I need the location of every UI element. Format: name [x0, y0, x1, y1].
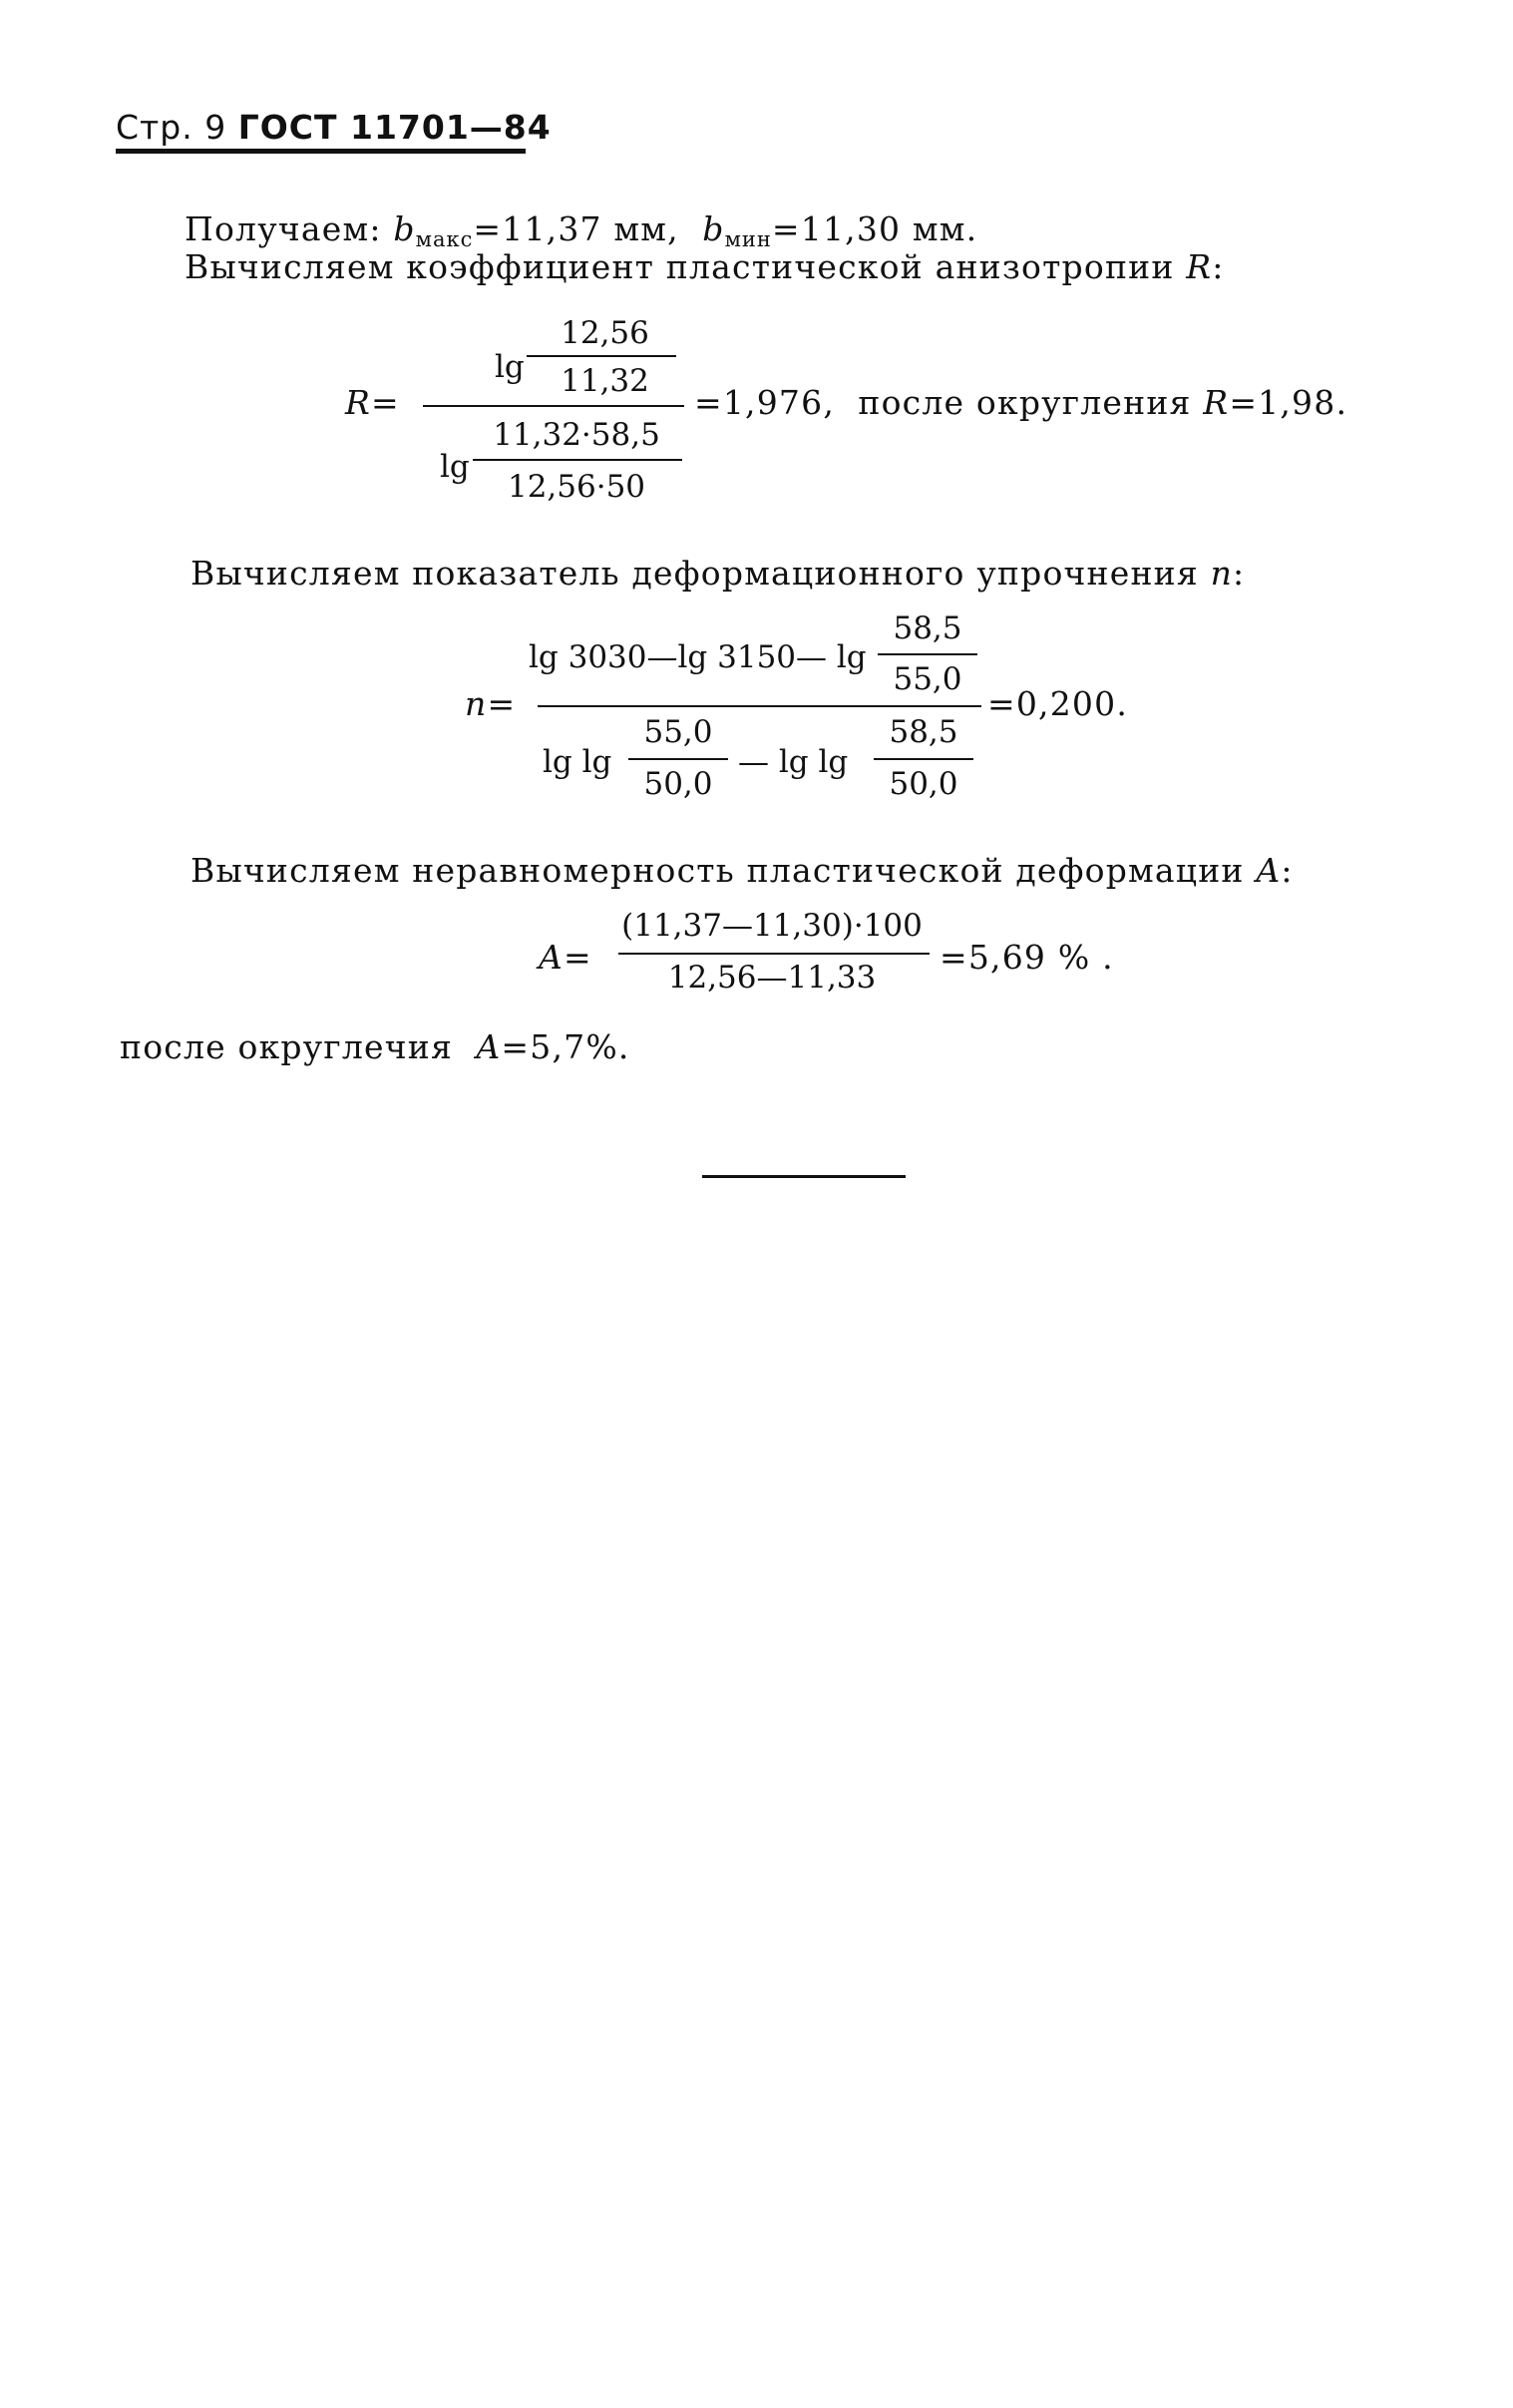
formula-r-after: после округления	[858, 383, 1192, 422]
formula-r-num-bar	[527, 355, 676, 357]
anisotropy-intro	[185, 247, 1225, 286]
formula-r-den-den: 12,56·50	[507, 469, 646, 505]
formula-n-bot-num1: 55,0	[643, 714, 713, 750]
formula-r-rounded: =1,98.	[1229, 383, 1348, 422]
formula-n-bot-bar2	[874, 758, 973, 760]
formula-n-result: =0,200.	[987, 684, 1129, 723]
formula-a-bar	[618, 953, 930, 955]
bmin-symbol: b	[702, 209, 725, 248]
page-header	[116, 108, 552, 147]
formula-n-top-num: 58,5	[893, 610, 962, 646]
bmin-subscript: мин	[724, 227, 772, 251]
hardening-symbol: n	[1210, 554, 1234, 593]
measurements-prefix: Получаем:	[185, 209, 382, 248]
formula-n-top-den: 55,0	[893, 661, 962, 697]
formula-n-top-text: lg 3030—lg 3150— lg	[529, 639, 867, 675]
formula-n-bot-den1: 50,0	[643, 766, 713, 802]
formula-r-lg-bottom: lg	[440, 449, 470, 485]
formula-r-rounded-symbol: R	[1203, 383, 1230, 422]
formula-r-den-bar	[473, 459, 682, 461]
nonuniformity-symbol: A	[1256, 851, 1282, 890]
standard-code: ГОСТ 11701—84	[237, 108, 552, 147]
anisotropy-colon: :	[1212, 247, 1225, 286]
anisotropy-symbol: R	[1186, 247, 1213, 286]
formula-r-lg-top: lg	[495, 349, 525, 385]
bmax-subscript: макс	[415, 227, 474, 251]
formula-r-lhs: R=	[345, 383, 400, 422]
formula-r-num-num: 12,56	[561, 315, 649, 351]
formula-n-top-bar	[878, 653, 977, 655]
formula-n-bot-bar1	[628, 758, 728, 760]
nonuniformity-text: Вычисляем неравномерность пластической деформации	[190, 851, 1245, 890]
hardening-text: Вычисляем показатель деформационного упрочнения	[190, 554, 1199, 593]
nonuniformity-colon: :	[1281, 851, 1294, 890]
formula-n-bot-mid: — lg lg	[738, 744, 849, 780]
formula-r-main-bar	[423, 405, 684, 407]
bmin-value: =11,30 мм.	[771, 209, 978, 248]
formula-a-num: (11,37—11,30)·100	[621, 908, 923, 944]
formula-r-den-num: 11,32·58,5	[493, 417, 660, 453]
hardening-intro	[190, 554, 1245, 593]
formula-r-result: =1,976,	[694, 383, 836, 422]
rounding-symbol: A	[476, 1027, 502, 1066]
formula-n-main-bar	[538, 705, 981, 707]
rounding-line	[120, 1027, 630, 1066]
end-rule	[702, 1175, 906, 1178]
formula-n-bot-num2: 58,5	[889, 714, 958, 750]
bmax-value: =11,37 мм,	[473, 209, 679, 248]
formula-a-result: =5,69 % .	[940, 938, 1114, 977]
formula-n-bot-lg1: lg lg	[543, 744, 612, 780]
bmax-symbol: b	[393, 209, 416, 248]
nonuniformity-intro	[190, 851, 1294, 890]
rounding-text: после округлечия	[120, 1027, 453, 1066]
hardening-colon: :	[1233, 554, 1246, 593]
header-rule	[116, 149, 526, 154]
formula-r-result-line	[694, 383, 1347, 422]
formula-a-den: 12,56—11,33	[667, 960, 877, 996]
anisotropy-text: Вычисляем коэффициент пластической анизотропии	[185, 247, 1175, 286]
rounding-value: =5,7%.	[501, 1027, 630, 1066]
formula-a-lhs: A=	[539, 938, 592, 977]
formula-r-num-den: 11,32	[561, 363, 649, 399]
formula-n-bot-den2: 50,0	[889, 766, 958, 802]
formula-n-lhs: n=	[465, 684, 517, 723]
measurements-line	[185, 209, 977, 251]
page-label: Стр. 9	[116, 108, 227, 147]
